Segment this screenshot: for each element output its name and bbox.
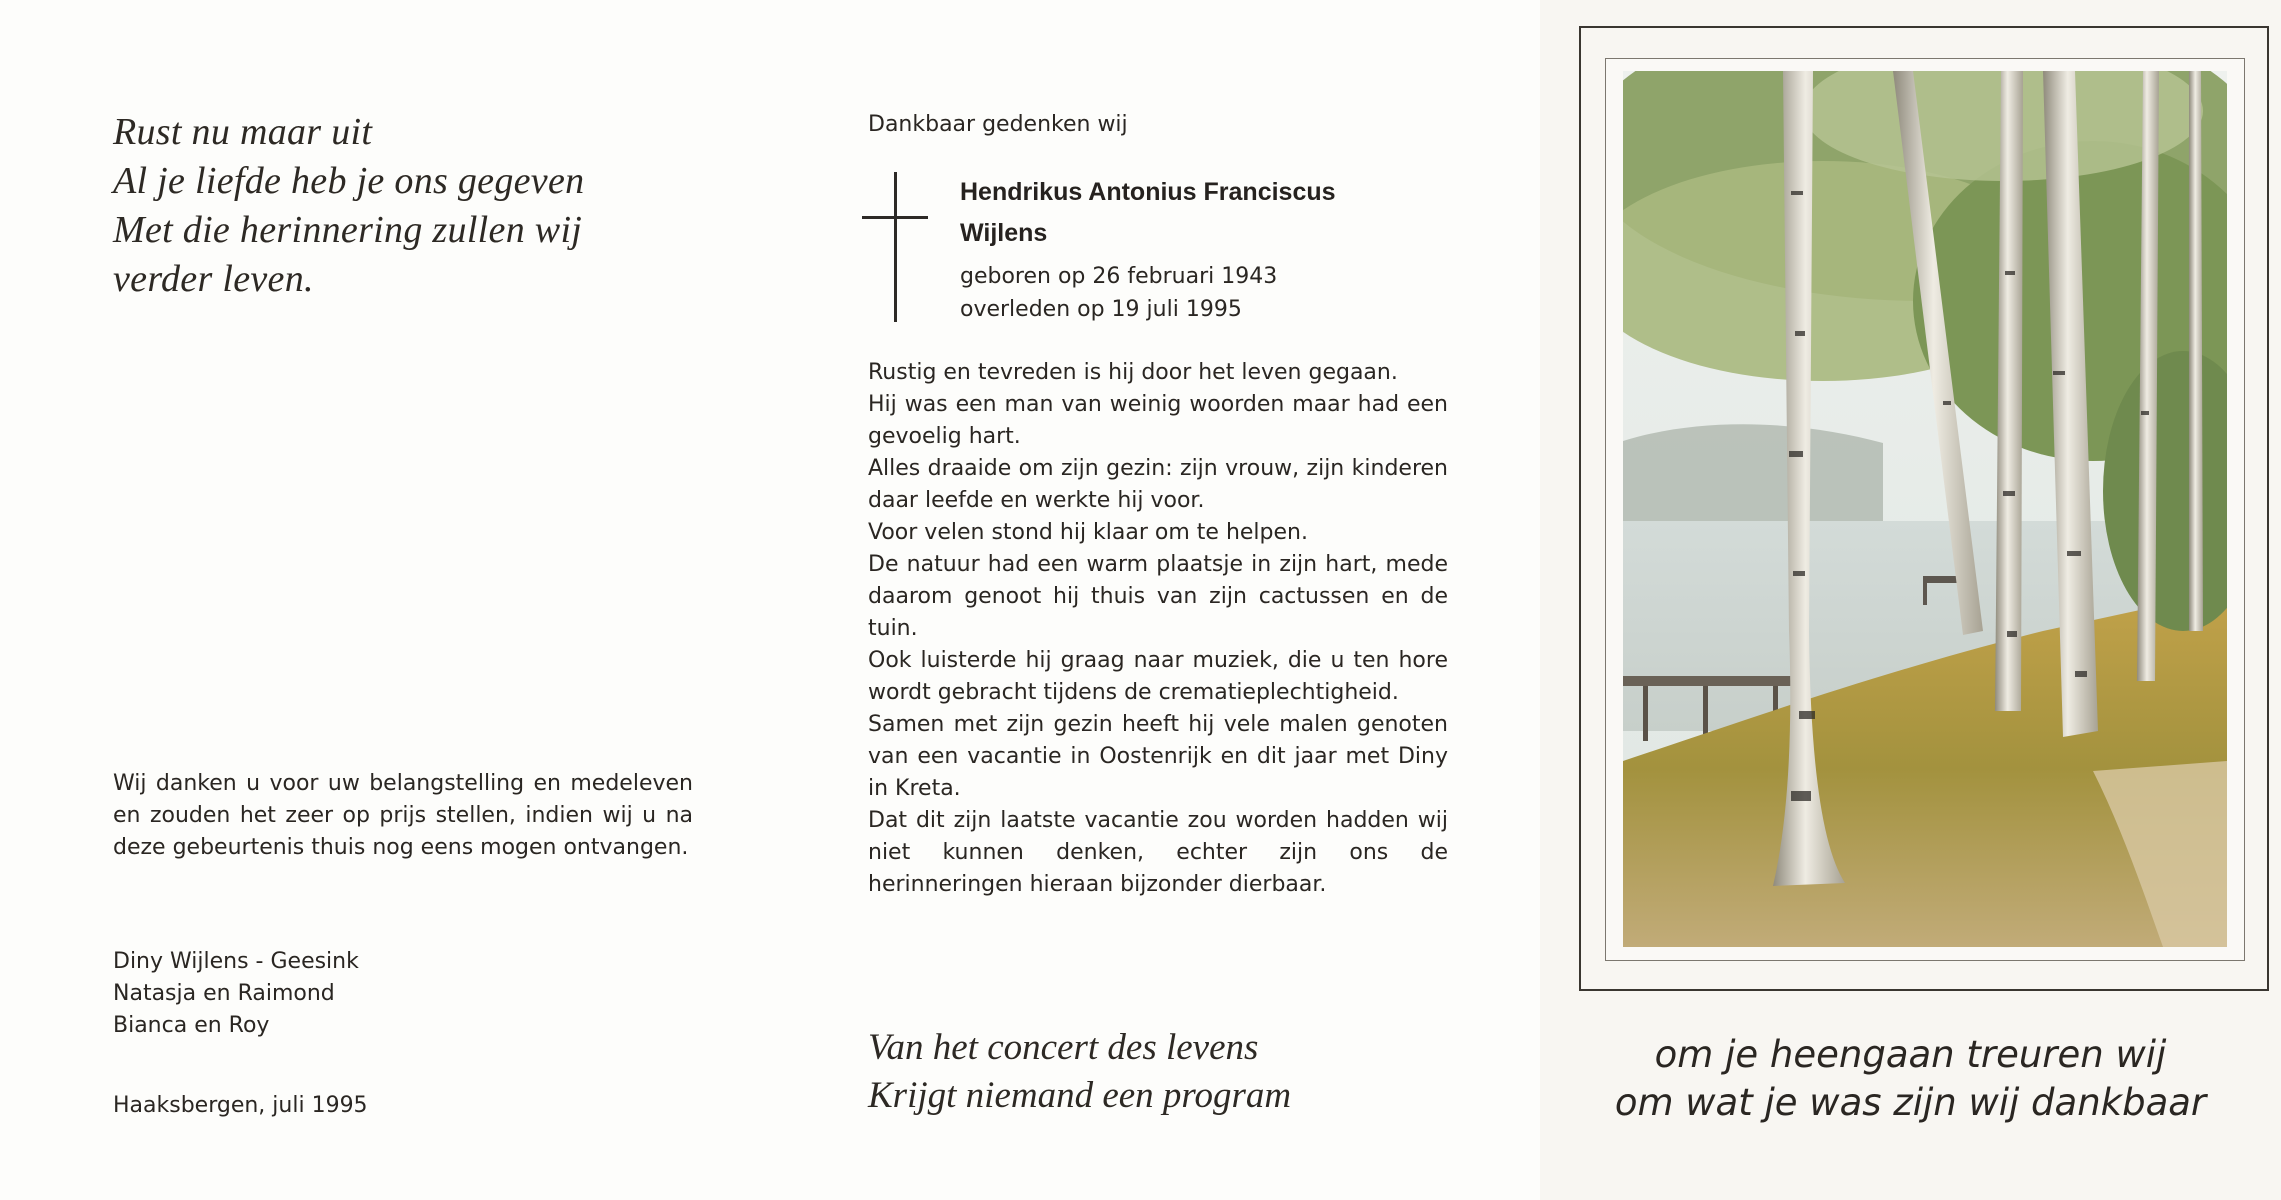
photo-mat [1605, 58, 2245, 961]
story-paragraph: Dat dit zijn laatste vacantie zou worden hadden wij niet kunnen denken, echter zijn ons de herinneringen hieraan bijzonder dierbaar. [868, 808, 1448, 897]
story-paragraph: Alles draaide om zijn gezin: zijn vrouw, zijn kinderen daar leefde en werkte hij voor. [868, 456, 1448, 513]
middle-panel [770, 0, 1540, 1200]
poem-line: verder leven. [113, 258, 314, 300]
right-panel [1540, 0, 2281, 1200]
cross-icon [862, 172, 928, 322]
story-paragraph: Rustig en tevreden is hij door het leven gegaan. [868, 360, 1398, 385]
birch-lake-photo [1623, 71, 2227, 947]
closing-text [1540, 1031, 2281, 1127]
life-dates [960, 260, 1277, 326]
family-member: Bianca en Roy [113, 1013, 270, 1038]
photo-frame [1579, 26, 2269, 991]
closing-quote [868, 1024, 1291, 1120]
death-date: overleden op 19 juli 1995 [960, 297, 1242, 322]
deceased-name [960, 172, 1336, 254]
closing-line: om je heengaan treuren wij [1654, 1033, 2167, 1076]
birth-date: geboren op 26 februari 1943 [960, 264, 1278, 289]
quote-line: Krijgt niemand een program [868, 1075, 1292, 1116]
place-date: Haaksbergen, juli 1995 [113, 1093, 368, 1118]
left-panel [0, 0, 770, 1200]
closing-line: om wat je was zijn wij dankbaar [1614, 1081, 2207, 1124]
name-line: Wijlens [960, 219, 1048, 247]
life-story [868, 357, 1448, 901]
intro-text: Dankbaar gedenken wij [868, 112, 1128, 137]
poem-line: Rust nu maar uit [113, 111, 373, 153]
opening-poem [113, 108, 584, 304]
family-member: Natasja en Raimond [113, 981, 335, 1006]
story-paragraph: Ook luisterde hij graag naar muziek, die u ten hore wordt gebracht tijdens de crematieplechtigheid. [868, 648, 1448, 705]
poem-line: Al je liefde heb je ons gegeven [113, 160, 585, 202]
family-names [113, 946, 359, 1042]
story-paragraph: Hij was een man van weinig woorden maar had een gevoelig hart. [868, 392, 1448, 449]
family-member: Diny Wijlens - Geesink [113, 949, 359, 974]
quote-line: Van het concert des levens [868, 1027, 1259, 1068]
poem-line: Met die herinnering zullen wij [113, 209, 583, 251]
story-paragraph: De natuur had een warm plaatsje in zijn hart, mede daarom genoot hij thuis van zijn cactussen en de tuin. [868, 552, 1448, 641]
story-paragraph: Samen met zijn gezin heeft hij vele malen genoten van een vacantie in Oostenrijk en dit jaar met Diny in Kreta. [868, 712, 1448, 801]
name-line: Hendrikus Antonius Franciscus [960, 178, 1336, 206]
thank-you-text: Wij danken u voor uw belangstelling en medeleven en zouden het zeer op prijs stellen, indien wij u na deze gebeurtenis thuis nog eens mogen ontvangen. [113, 771, 693, 860]
story-paragraph: Voor velen stond hij klaar om te helpen. [868, 520, 1308, 545]
